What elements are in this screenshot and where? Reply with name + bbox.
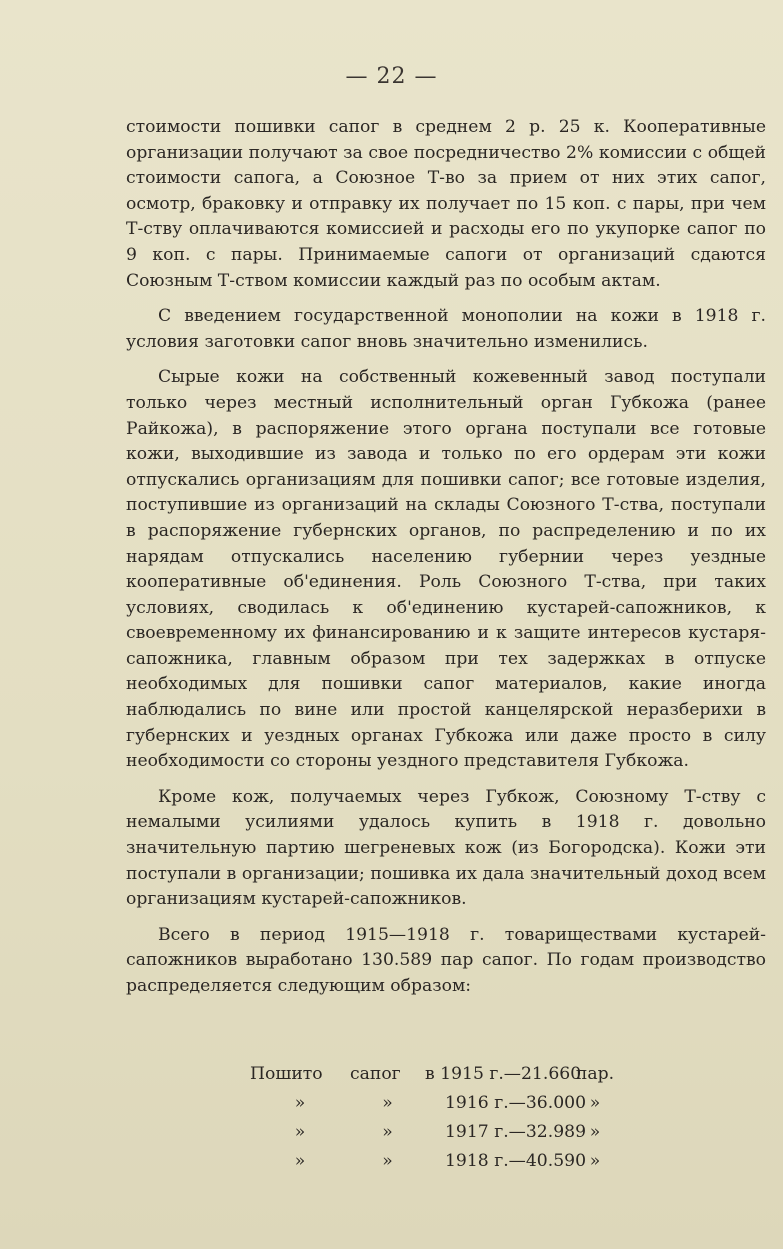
row-year-value: в 1915 г.—21.660 [425,1064,582,1084]
row-unit: » [589,1093,601,1113]
production-row [250,1118,625,1147]
paragraph: Кроме кож, получаемых через Губкож, Союзному Т-ству с немалыми усилиями удалось купить в 1918 г. довольно значительную партию шегреневых кож (из Богородска). Кожи эти поступали в организации; пошивка их дала значительный доход всем организациям кустарей-сапожников. [126,786,766,910]
row-item: » [382,1151,393,1171]
paragraph: стоимости пошивки сапог в среднем 2 р. 25 к. Кооперативные организации получают за свое посредничество 2% комиссии с общей стоимости сапога, а Союзное Т-во за прием от них этих сапог, осмотр, браковку и отправку их получает по 15 коп. с пары, при чем Т-ству оплачиваются комиссией и расходы его по укупорке сапог по 9 коп. с пары. Принимаемые сапоги от организаций сдаются Союзным Т-ством комиссии каждый раз по особым актам. [126,117,766,291]
row-unit: пар. [575,1064,615,1084]
row-item: » [382,1122,393,1142]
row-year-value: 1917 г.—32.989 [445,1122,586,1142]
production-row [250,1060,625,1089]
row-label: Пошито [250,1064,323,1084]
row-item: » [382,1093,393,1113]
row-unit: » [589,1122,601,1142]
row-label: » [294,1151,306,1171]
row-year-value: 1918 г.—40.590 [445,1151,586,1171]
paragraph: Всего в период 1915—1918 г. товариществами кустарей-сапожников выработано 130.589 пар сапог. По годам производство распределяется следующим образом: [126,924,766,996]
production-table [250,1060,625,1176]
row-label: » [294,1122,306,1142]
page-number: — 22 — [345,64,438,89]
row-year-value: 1916 г.—36.000 [445,1093,586,1113]
production-row [250,1147,625,1176]
row-item: сапог [350,1064,401,1084]
paragraph: С введением государственной монополии на кожи в 1918 г. условия заготовки сапог вновь значительно изменились. [126,306,766,352]
row-unit: » [589,1151,601,1171]
production-row [250,1089,625,1118]
paragraph: Сырые кожи на собственный кожевенный завод поступали только через местный исполнительный орган Губкожа (ранее Райкожа), в распоряжение этого органа поступали все готовые кожи, выходившие из завода и только по его ордерам эти кожи отпускались организациям для пошивки сапог; все готовые изделия, поступившие из организаций на склады Союзного Т-ства, поступали в распоряжение губернских органов, по распределению и по их нарядам отпускались населению губернии через уездные кооперативные об'единения. Роль Союзного Т-ства, при таких условиях, сводилась к об'единению кустарей-сапожников, к своевременному их финансированию и к защите интересов кустаря-сапожника, главным образом при тех задержках в отпуске необходимых для пошивки сапог материалов, какие иногда наблюдались по вине или простой канцелярской неразберихи в губернских и уездных органах Губкожа или даже просто в силу необходимости со стороны уездного представителя Губкожа. [126,367,766,772]
row-label: » [294,1093,306,1113]
body-text [126,115,766,1010]
